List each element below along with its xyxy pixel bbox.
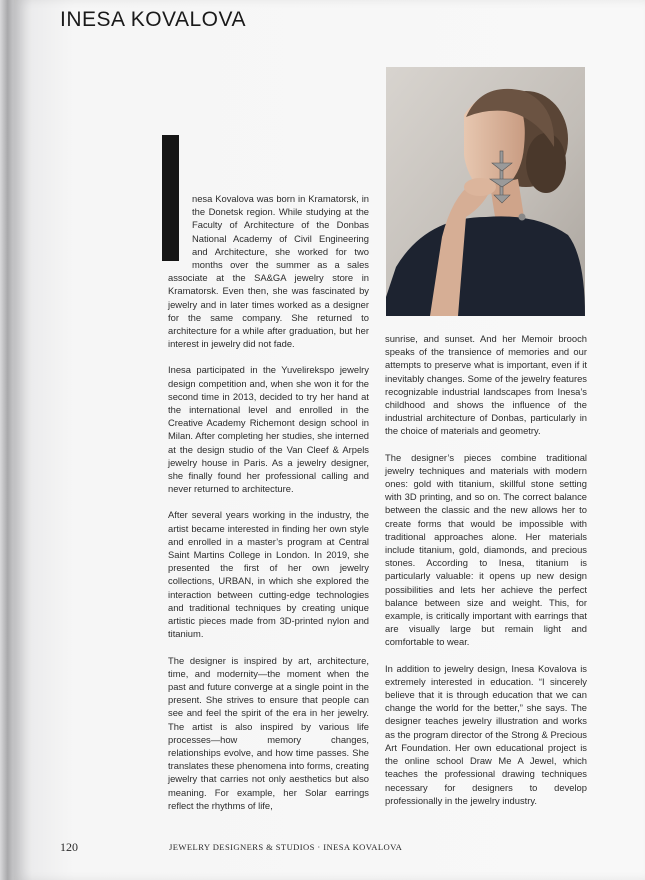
portrait-photo <box>386 67 585 316</box>
running-footer: JEWELRY DESIGNERS & STUDIOS · INESA KOVALOVA <box>169 842 403 852</box>
paragraph: nesa Kovalova was born in Kramatorsk, in the Donetsk region. While studying at the Faculty of Architecture of the Donbas National Academy of Civil Engineering and Architecture, she worked for two months over the summer as a sales associate at the SA&GA jewelry store in Kramatorsk. Even then, she was fascinated by jewelry and in later times worked as a designer for the same company. She returned to architecture for a while after graduation, but her interest in jewelry did not fade. <box>168 193 369 350</box>
portrait-photo-icon <box>386 67 585 316</box>
page-title: INESA KOVALOVA <box>60 8 246 31</box>
article-column-right <box>385 332 587 820</box>
paragraph: The designer is inspired by art, architecture, time, and modernity—the moment when the past and future converge at a single point in the present. She strives to ensure that people can see and feel the spirit of the era in her jewelry. The artist is also inspired by various life processes—how memory changes, relationships evolve, and how time passes. She translates these phenomena into forms, creating jewelry that carries not only aesthetics but also meaning. For example, her Solar earrings reflect the rhythms of life, <box>168 654 369 811</box>
article-column-left <box>168 192 369 825</box>
paragraph: After several years working in the industry, the artist became interested in finding her own style and enrolled in a master’s program at Central Saint Martins College in London. In 2019, she presented the first of her own jewelry collections, URBAN, in which she explored the interaction between cutting-edge technologies and traditional techniques by creating unique artistic pieces made from 3D-printed nylon and titanium. <box>168 509 369 640</box>
page-number: 120 <box>60 840 78 854</box>
magazine-page <box>14 0 645 880</box>
paragraph: In addition to jewelry design, Inesa Kovalova is extremely interested in education. “I sincerely believe that it is through education that we can change the world for the better,” she says. The designer teaches jewelry illustration and works as the program director of the Strong & Precious Art Foundation. Her own educational project is the online school Draw Me A Jewel, which teaches the professional drawing techniques necessary for designers to develop professionally in the jewelry industry. <box>385 662 587 806</box>
paragraph: The designer’s pieces combine traditional jewelry techniques and materials with modern ones: gold with titanium, skillful stone setting with 3D printing, and so on. The correct balance between the classic and the new allows her to create forms that would be impossible with traditional approaches alone. Her materials include titanium, gold, diamonds, and precious stones. According to Inesa, titanium is particularly valuable: it opens up new design possibilities and lets her achieve the perfect balance between size and weight. This, for example, is critically important with earrings that are visually large but remain light and comfortable to wear. <box>385 451 587 648</box>
drop-cap-spacer <box>168 192 192 270</box>
paragraph: Inesa participated in the Yuvelirekspo jewelry design competition and, when she won it for the second time in 2013, decided to try her hand at the international level and enrolled in the Creative Academy Richemont design school in Milan. After completing her studies, she interned at the design studio of the Van Cleef & Arpels jewelry house in Paris. As a jewelry designer, she finally found her professional calling and never returned to architecture. <box>168 364 369 495</box>
paragraph: sunrise, and sunset. And her Memoir brooch speaks of the transience of memories and our attempts to preserve what is important, even if it inevitably changes. Some of the jewelry features recognizable industrial landscapes from Inesa’s childhood and shows the influence of the industrial architecture of Donbas, particularly in the choice of materials and geometry. <box>385 333 587 437</box>
